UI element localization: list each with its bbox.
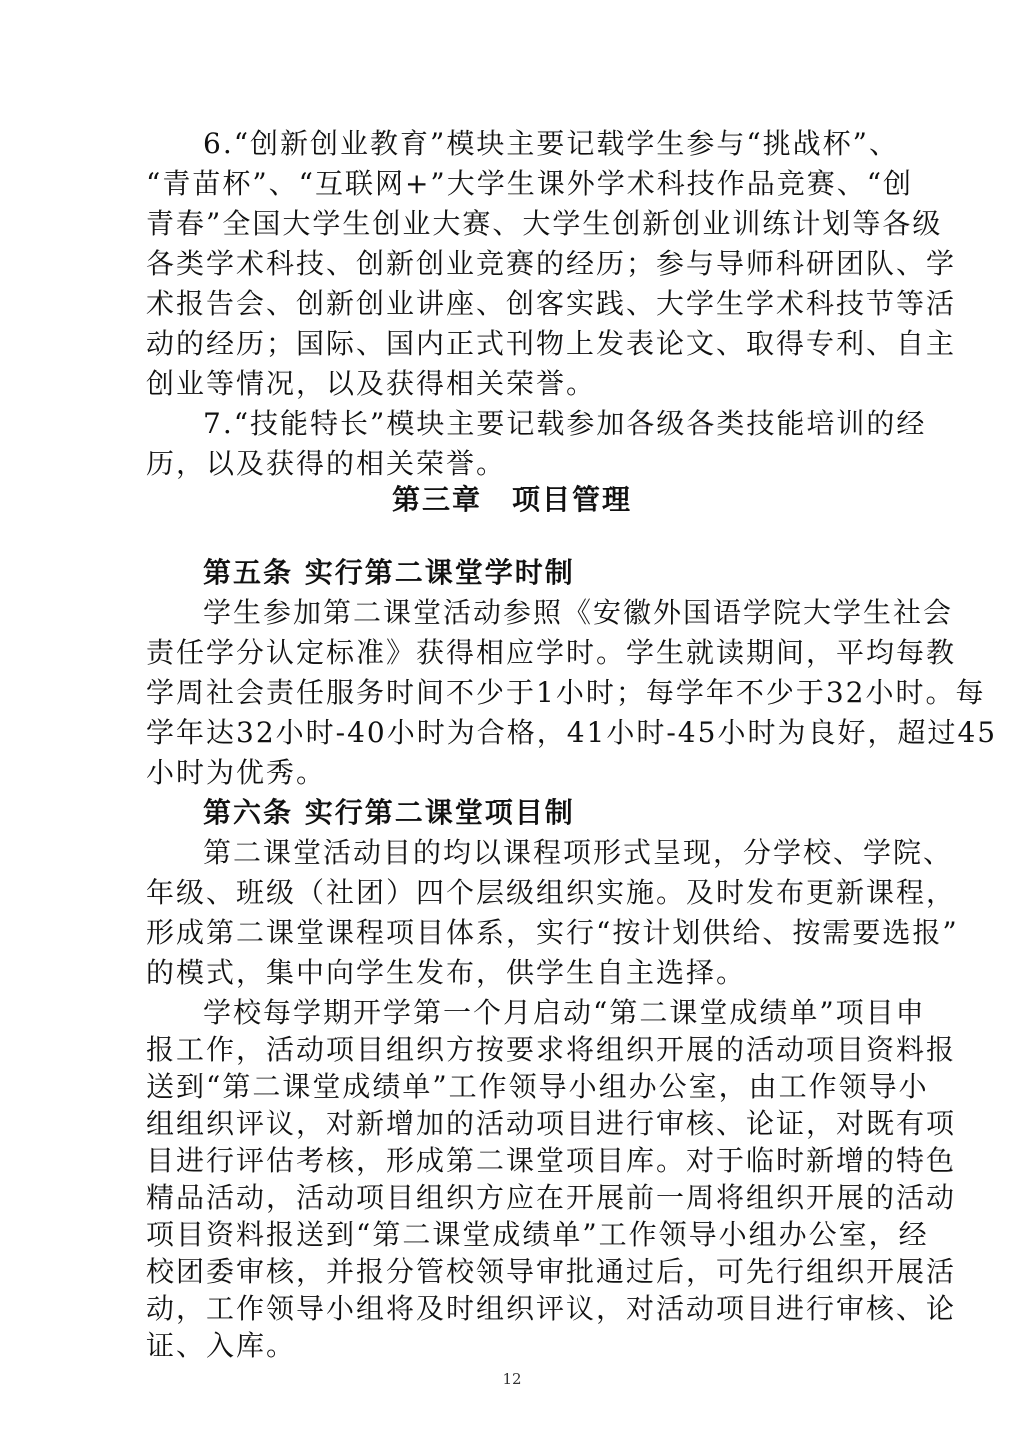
- article6-p1-line-1: 第二课堂活动目的均以课程项形式呈现，分学校、学院、: [203, 836, 954, 869]
- article6-title: 第六条 实行第二课堂项目制: [203, 796, 575, 829]
- article5-line-5: 小时为优秀。: [146, 756, 327, 789]
- article6-p2-line-10: 证、入库。: [146, 1329, 297, 1362]
- para6-line-1: 6.“创新创业教育”模块主要记载学生参与“挑战杯”、: [203, 127, 899, 160]
- article6-p1-line-4: 的模式，集中向学生发布，供学生自主选择。: [146, 956, 747, 989]
- article5-line-1: 学生参加第二课堂活动参照《安徽外国语学院大学生社会: [203, 596, 954, 629]
- article6-p2-line-7: 项目资料报送到“第二课堂成绩单”工作领导小组办公室，经: [146, 1218, 929, 1251]
- para7-line-1: 7.“技能特长”模块主要记载参加各级各类技能培训的经: [203, 407, 927, 440]
- article6-p2-line-4: 组组织评议，对新增加的活动项目进行审核、论证，对既有项: [146, 1107, 957, 1140]
- article6-p2-line-1: 学校每学期开学第一个月启动“第二课堂成绩单”项目申: [203, 996, 926, 1029]
- para6-line-5: 术报告会、创新创业讲座、创客实践、大学生学术科技节等活: [146, 287, 957, 320]
- article5-line-3: 学周社会责任服务时间不少于1小时；每学年不少于32小时。每: [146, 676, 986, 709]
- article5-line-2: 责任学分认定标准》获得相应学时。学生就读期间，平均每教: [146, 636, 957, 669]
- chapter-heading: 第三章 项目管理: [391, 483, 632, 516]
- article6-p2-line-8: 校团委审核，并报分管校领导审批通过后，可先行组织开展活: [146, 1255, 957, 1288]
- para6-line-7: 创业等情况，以及获得相关荣誉。: [146, 367, 597, 400]
- article6-p2-line-9: 动，工作领导小组将及时组织评议，对活动项目进行审核、论: [146, 1292, 957, 1325]
- para6-line-4: 各类学术科技、创新创业竞赛的经历；参与导师科研团队、学: [146, 247, 957, 280]
- article6-p2-line-2: 报工作，活动项目组织方按要求将组织开展的活动项目资料报: [146, 1033, 957, 1066]
- article6-p2-line-6: 精品活动，活动项目组织方应在开展前一周将组织开展的活动: [146, 1181, 957, 1214]
- article5-line-4: 学年达32小时-40小时为合格，41小时-45小时为良好，超过45: [146, 716, 998, 749]
- para6-line-6: 动的经历；国际、国内正式刊物上发表论文、取得专利、自主: [146, 327, 957, 360]
- para7-line-2: 历，以及获得的相关荣誉。: [146, 447, 507, 480]
- para6-line-2: “青苗杯”、“互联网+”大学生课外学术科技作品竞赛、“创: [146, 167, 914, 200]
- para6-line-3: 青春”全国大学生创业大赛、大学生创新创业训练计划等各级: [146, 207, 943, 240]
- article6-p2-line-5: 目进行评估考核，形成第二课堂项目库。对于临时新增的特色: [146, 1144, 957, 1177]
- article6-p1-line-2: 年级、班级（社团）四个层级组织实施。及时发布更新课程，: [146, 876, 957, 909]
- article5-title: 第五条 实行第二课堂学时制: [203, 556, 575, 589]
- page-number: 12: [502, 1370, 522, 1388]
- article6-p2-line-3: 送到“第二课堂成绩单”工作领导小组办公室，由工作领导小: [146, 1070, 929, 1103]
- article6-p1-line-3: 形成第二课堂课程项目体系，实行“按计划供给、按需要选报”: [146, 916, 959, 949]
